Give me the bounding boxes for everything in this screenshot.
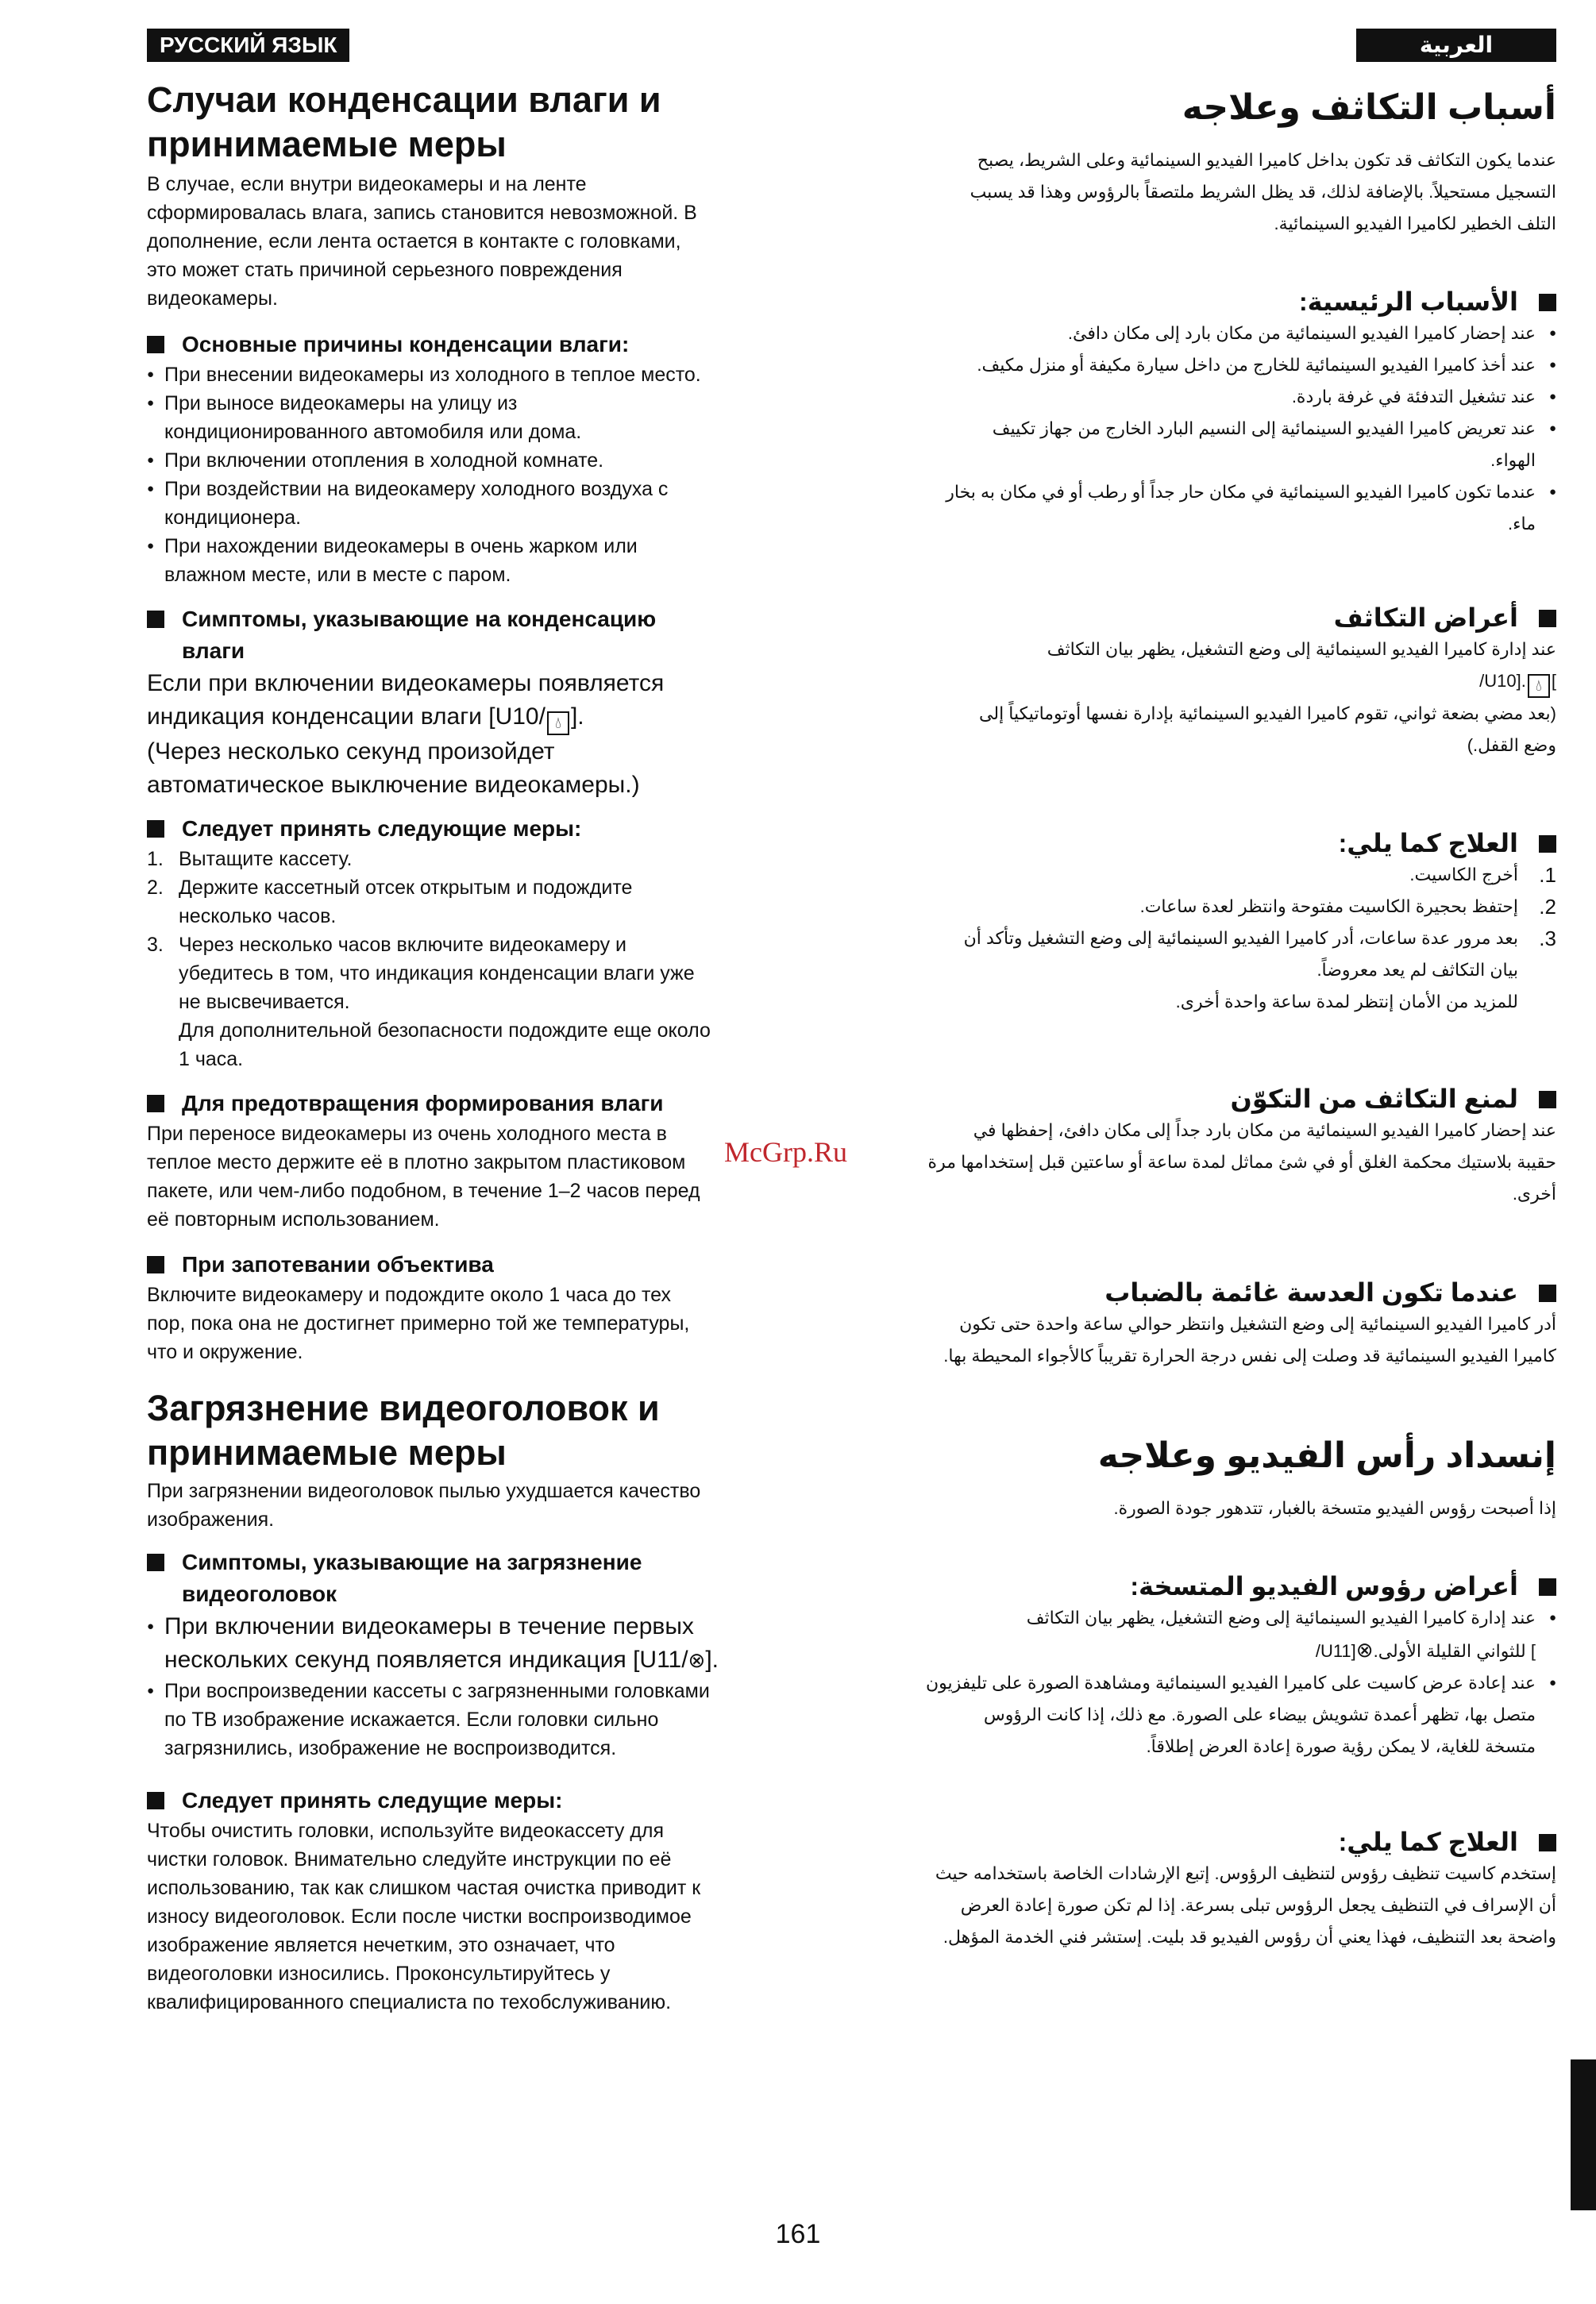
bullet-square-icon — [1539, 610, 1556, 627]
ar-causes-list — [905, 318, 1556, 540]
ar-heads-symptoms-list — [905, 1602, 1556, 1763]
ar-symptoms-section: أعراض التكاثف عند إدارة كاميرا الفيديو السينمائية إلى وضع التشغيل، يظهر بيان التكاثف ]💧︎.[U10/ (بعد مضي بضعة ثواني، تقوم كاميرا الفيديو السينمائية بإدارة نفسها أوتوماتيكياً إلى وضع القفل.) — [905, 602, 1556, 761]
ar-lens-section: عندما تكون العدسة غائمة بالضباب أدر كاميرا الفيديو السينمائية إلى وضع التشغيل وانتظر حوالي ساعة واحدة حتى تكون كاميرا الفيديو السينمائية قد وصلت إلى نفس درجة الحرارة تقريباً كالأجواء المحيطة بها. — [905, 1277, 1556, 1372]
list-item: ● عند تعريض كاميرا الفيديو السينمائية إلى النسيم البارد الخارج من جهاز تكييف الهواء. — [905, 413, 1556, 476]
language-badge-russian: РУССКИЙ ЯЗЫК — [147, 29, 349, 62]
bullet-square-icon — [1539, 1091, 1556, 1108]
list-item: ● عندما تكون كاميرا الفيديو السينمائية في مكان حار جداً أو رطب أو في مكان به بخار ماء. — [905, 476, 1556, 540]
list-item: ● عند تشغيل التدفئة في غرفة باردة. — [905, 381, 1556, 413]
section-heading: Следует принять следующие меры: — [147, 813, 798, 845]
section-heading: أعراض التكاثف — [905, 602, 1556, 634]
list-item: ● При воспроизведении кассеты с загрязненными головками по ТВ изображение искажается. Если головки сильно загрязнились, изображение не воспроизводится. — [147, 1677, 798, 1763]
language-badge-arabic: العربية — [1356, 29, 1556, 62]
page-number: 161 — [775, 2219, 821, 2249]
bullet-square-icon — [1539, 294, 1556, 311]
list-item: ● При включении видеокамеры в течение первых нескольких секунд появляется индикация [U11/⊗]. — [147, 1610, 798, 1677]
prevent-section: Для предотвращения формирования влаги При переносе видеокамеры из очень холодного места в теплое место держите её в плотно закрытом пластиковом пакете, или чем-либо подобном, в течение 1–2 часов перед её повторным использованием. — [147, 1088, 798, 1234]
ar-condensation-title: أسباب التكاثف وعلاجه — [1182, 88, 1556, 127]
list-item: 1. أخرج الكاسيت. — [1409, 863, 1556, 887]
list-item: ● عند أخذ كاميرا الفيديو السينمائية للخارج من داخل سيارة مكيفة أو منزل مكيف. — [905, 349, 1556, 381]
droplet-icon: 💧︎ — [1528, 674, 1550, 698]
section-heading: Основные причины конденсации влаги: — [147, 329, 798, 360]
ar-measures-section — [905, 827, 1556, 1018]
list-item: 3. بعد مرور عدة ساعات، أدر كاميرا الفيديو السينمائية إلى وضع التشغيل وتأكد أن بيان التكاثف لم يعد معروضاً. للمزيد من الأمان إنتظر لمدة ساعة واحدة أخرى. — [963, 927, 1556, 1011]
ar-prevent-section: لمنع التكاثف من التكوّن عند إحضار كاميرا الفيديو السينمائية من مكان بارد جداً إلى مكان دافئ، إحفظها في حقيبة بلاستيك محكمة الغلق أو في شئ مماثل لمدة ساعة أو ساعتين قبل إستخدامها مرة أخرى. — [905, 1083, 1556, 1210]
heads-intro: При загрязнении видеоголовок пылью ухудшается качество изображения. — [147, 1480, 701, 1531]
ar-heads-symptoms-section — [905, 1570, 1556, 1763]
bullet-square-icon — [147, 1095, 164, 1112]
ar-condensation-intro: عندما يكون التكاثف قد تكون بداخل كاميرا الفيديو السينمائية وعلى الشريط، يصبح التسجيل مستحيلاً. بالإضافة لذلك، قد يظل الشريط ملتصقاً بالرؤوس وهذا قد يسبب التلف الخطير لكاميرا الفيديو السينمائية. — [970, 150, 1556, 233]
list-item: 1. Вытащите кассету. — [147, 848, 353, 870]
list-item: ● При выносе видеокамеры на улицу из кондиционированного автомобиля или дома. — [147, 389, 798, 446]
list-item: 2. Держите кассетный отсек открытым и подождите несколько часов. — [147, 877, 633, 927]
condensation-intro: В случае, если внутри видеокамеры и на ленте сформировалась влага, запись становится невозможной. В дополнение, если лента остается в контакте с головками, это может стать причиной серьезного повреждения видеокамеры. — [147, 173, 697, 310]
list-item: ● При нахождении видеокамеры в очень жарком или влажном месте, или в месте с паром. — [147, 532, 798, 589]
causes-list — [147, 360, 798, 589]
measures-section — [147, 813, 798, 1073]
list-item: 2. إحتفظ بحجيرة الكاسيت مفتوحة وانتظر لعدة ساعات. — [1139, 895, 1556, 919]
lens-section: При запотевании объектива Включите видеокамеру и подождите около 1 часа до тех пор, пока она не достигнет примерно той же температуры, что и окружение. — [147, 1249, 798, 1366]
list-item: ● عند إدارة كاميرا الفيديو السينمائية إلى وضع التشغيل، يظهر بيان التكاثف ] للثواني القليلة الأولى.⊗[U11/ — [905, 1602, 1556, 1667]
ar-heads-intro: إذا أصبحت رؤوس الفيديو متسخة بالغبار، تتدهور جودة الصورة. — [1113, 1498, 1556, 1518]
heads-measures-section: Следует принять следущие меры: Чтобы очистить головки, используйте видеокассету для чистки головок. Внимательно следуйте инструкции по её использованию, так как слишком частая очистка приводит к износу видеоголовок. Если после чистки воспроизводимое изображение является нечетким, это означает, что видеоголовки износились. Проконсультируйтесь у квалифицированного специалиста по техобслуживанию. — [147, 1785, 798, 2017]
symptoms-section: Симптомы, указывающие на конденсацию влаги Если при включении видеокамеры появляется индикация конденсации влаги [U10/ 💧︎ ]. (Через несколько секунд произойдет автоматическое выключение видеокамеры.) — [147, 603, 798, 802]
watermark: McGrp.Ru — [724, 1136, 847, 1168]
section-heading: العلاج كما يلي: — [905, 1826, 1556, 1858]
ar-heads-measures-section: العلاج كما يلي: إستخدم كاسيت تنظيف رؤوس لتنظيف الرؤوس. إتبع الإرشادات الخاصة باستخدامه حيث أن الإسراف في التنظيف يجعل الرؤوس تبلى بسرعة. إذا لم تكن صورة إعادة العرض واضحة بعد التنظيف، فهذا يعني أن رؤوس الفيديو قد بليت. إستشر فني الخدمة المؤهل. — [905, 1826, 1556, 1953]
ar-heads-title: إنسداد رأس الفيديو وعلاجه — [1097, 1436, 1556, 1475]
section-heading: Симптомы, указывающие на конденсацию влаги — [147, 603, 798, 667]
list-item: ● عند إعادة عرض كاسيت على كاميرا الفيديو السينمائية ومشاهدة الصورة على تليفزيون متصل بها، تظهر أعمدة تشويش بيضاء على الصورة. مع ذلك، إذا كانت الرؤوس متسخة للغاية، لا يمكن رؤية صورة إعادة العرض إطلاقاً. — [905, 1667, 1556, 1763]
tape-cross-icon: ⊗ — [688, 1648, 706, 1672]
heads-title: Загрязнение видеоголовок и принимаемые меры — [147, 1388, 660, 1473]
bullet-square-icon — [1539, 1834, 1556, 1851]
heads-symptoms-list — [147, 1610, 798, 1763]
side-tab-marker — [1571, 2059, 1596, 2210]
section-heading: При запотевании объектива — [147, 1249, 798, 1281]
bullet-square-icon — [1539, 1285, 1556, 1302]
bullet-square-icon — [147, 611, 164, 628]
bullet-square-icon — [147, 1554, 164, 1571]
condensation-title: Случаи конденсации влаги и принимаемые меры — [147, 79, 661, 164]
section-heading: الأسباب الرئيسية: — [905, 286, 1556, 318]
bullet-square-icon — [147, 336, 164, 353]
section-heading: لمنع التكاثف من التكوّن — [905, 1083, 1556, 1115]
measures-list — [147, 845, 798, 1073]
list-item: ● При внесении видеокамеры из холодного в теплое место. — [147, 360, 798, 389]
list-item: ● При воздействии на видеокамеру холодного воздуха с кондиционера. — [147, 475, 798, 532]
section-heading: أعراض رؤوس الفيديو المتسخة: — [905, 1570, 1556, 1602]
bullet-square-icon — [1539, 1578, 1556, 1596]
list-item: 3. Через несколько часов включите видеокамеру и убедитесь в том, что индикация конденсации влаги уже не высвечивается. Для дополнительной безопасности подождите еще около 1 часа. — [147, 934, 711, 1070]
section-heading: Симптомы, указывающие на загрязнение видеоголовок — [147, 1547, 798, 1610]
bullet-square-icon — [1539, 835, 1556, 853]
section-heading: العلاج كما يلي: — [905, 827, 1556, 859]
bullet-square-icon — [147, 1256, 164, 1273]
ar-causes-section — [905, 286, 1556, 540]
ar-measures-list — [905, 859, 1556, 1018]
tape-cross-icon: ⊗ — [1355, 1638, 1374, 1662]
list-item: ● При включении отопления в холодной комнате. — [147, 446, 798, 475]
causes-section — [147, 329, 798, 589]
section-heading: Для предотвращения формирования влаги — [147, 1088, 798, 1119]
bullet-square-icon — [147, 820, 164, 838]
heads-symptoms-section — [147, 1547, 798, 1763]
list-item: ● عند إحضار كاميرا الفيديو السينمائية من مكان بارد إلى مكان دافئ. — [905, 318, 1556, 349]
section-heading: عندما تكون العدسة غائمة بالضباب — [905, 1277, 1556, 1308]
section-heading: Следует принять следущие меры: — [147, 1785, 798, 1817]
bullet-square-icon — [147, 1792, 164, 1809]
droplet-icon: 💧︎ — [547, 711, 569, 735]
